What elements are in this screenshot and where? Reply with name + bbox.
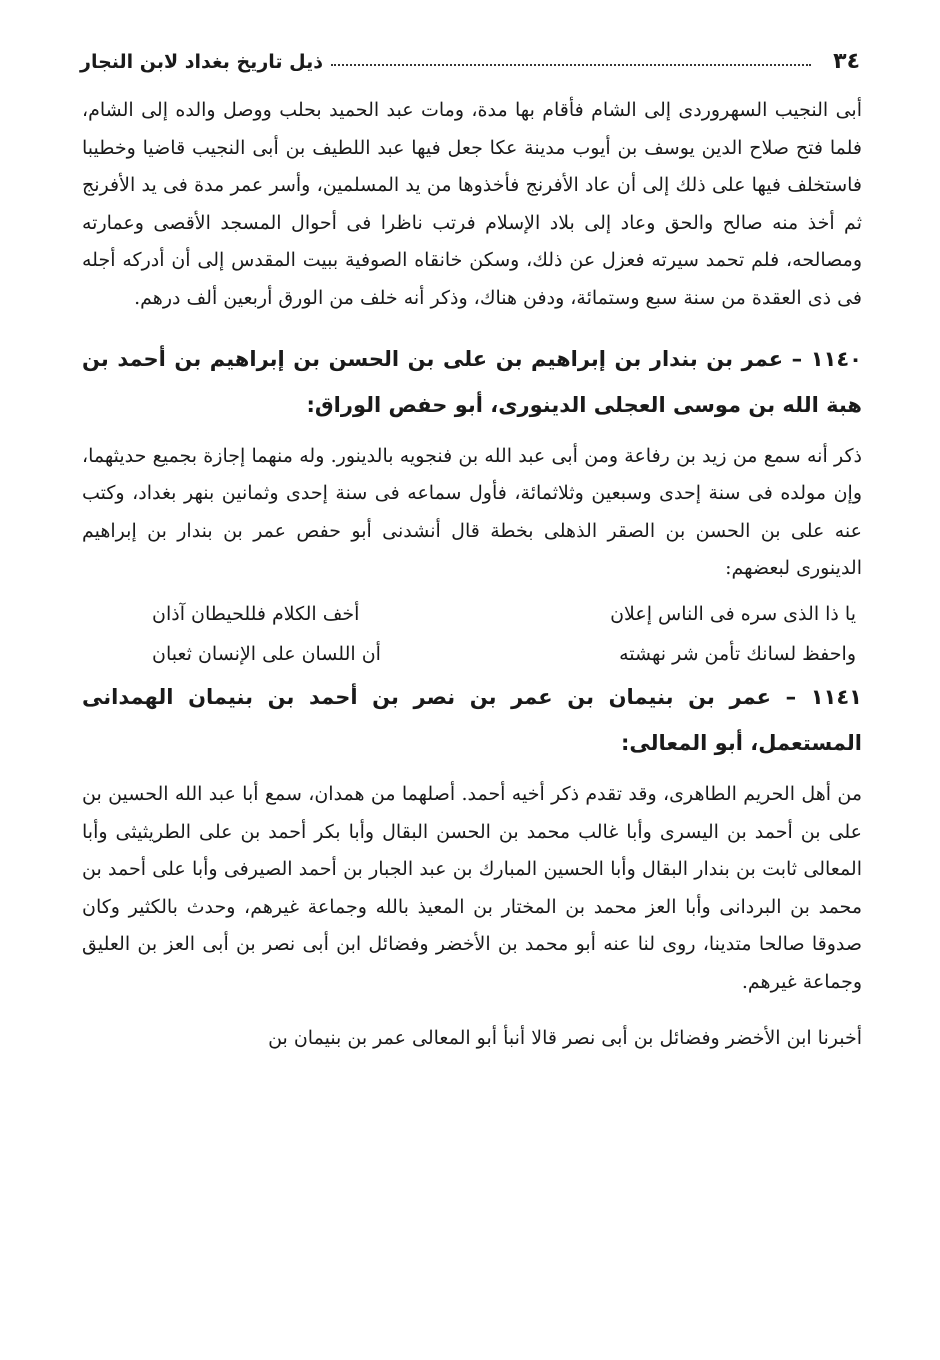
spacer <box>82 428 862 438</box>
poem <box>82 594 862 674</box>
page-body <box>82 92 862 1057</box>
spacer <box>82 766 862 776</box>
spacer <box>82 318 862 336</box>
continued-paragraph: أبى النجيب السهروردى إلى الشام فأقام بها مدة، ومات عبد الحميد بحلب ووصل والده إلى الشام، فلما فتح صلاح الدين يوسف بن أيوب مدينة عكا جعل فيها عبد اللطيف بن أبى النجيب قاضيا وخطيبا فاستخلف فيها على ذلك إلى أن عاد الأفرنج فأخذوها من يد المسلمين، وأسر عمر مدة فى يد الأفرنج ثم أخذ منه صالح والحق وعاد إلى بلاد الإسلام فرتب ناظرا فى أحوال المسجد الأقصى وعمارته ومصالحه، فلم تحمد سيرته فعزل عن ذلك، وسكن خانقاه الصوفية ببيت المقدس إلى أن أدركه أجله فى ذى العقدة من سنة سبع وستمائة، ودفن هناك، وذكر أنه خلف من الورق أربعين ألف درهم. <box>82 99 862 309</box>
page-number: ٣٤ <box>833 49 860 74</box>
entry-heading-1141: ١١٤١ – عمر بن بنيمان بن عمر بن نصر بن أحمد بن بنيمان الهمدانى المستعمل، أبو المعالى: <box>82 684 862 755</box>
poem-verse <box>82 634 862 674</box>
verse-second-hemistich: أن اللسان على الإنسان ثعبان <box>152 642 381 665</box>
entry-body-1141: من أهل الحريم الطاهرى، وقد تقدم ذكر أخيه أحمد. أصلهما من همدان، سمع أبا عبد الله الحسين بن على بن أحمد بن اليسرى وأبا غالب محمد بن الحسن البقال وأبا بكر أحمد بن على الطريثيثى وأبا المعالى ثابت بن بندار البقال وأبا الحسين المبارك بن عبد الجبار بن أحمد الصيرفى وأبا على أحمد بن محمد بن البردانى وأبا العز محمد بن المختار بن المعيذ بالله وجماعة غيرهم، وحدث بالكثير وكان صدوقا صالحا متدينا، روى لنا عنه أبو محمد بن الأخضر وفضائل ابن أبى نصر بن أبى العز بن العليق وجماعة غيرهم. <box>82 782 862 993</box>
running-title: ذيل تاريخ بغداد لابن النجار <box>80 51 323 73</box>
entry-heading-1140: ١١٤٠ – عمر بن بندار بن إبراهيم بن على بن الحسن بن إبراهيم بن أحمد بن هبة الله بن موسى العجلى الدينورى، أبو حفص الوراق: <box>82 346 862 417</box>
poem-verse <box>82 594 862 634</box>
entry-body-1140: ذكر أنه سمع من زيد بن رفاعة ومن أبى عبد الله بن فنجويه بالدينور. وله منهما إجازة بجميع حديثهما، وإن مولده فى سنة إحدى وسبعين وثلاثمائة، فأول سماعه فى سنة إحدى وثمانين بنهر بغداد، وكتب عنه على بن الحسن بن الصقر الذهلى بخطة قال أنشدنى أبو حفص عمر بن بندار بن إبراهيم الدينورى لبعضهم: <box>82 444 862 580</box>
running-header <box>80 42 860 82</box>
spacer <box>82 1002 862 1020</box>
verse-second-hemistich: أخف الكلام فللحيطان آذان <box>152 602 360 625</box>
header-leader-dots <box>331 64 811 66</box>
verse-first-hemistich: واحفظ لسانك تأمن شر نهشته <box>619 642 856 665</box>
verse-first-hemistich: يا ذا الذى سره فى الناس إعلان <box>610 602 856 625</box>
final-paragraph: أخبرنا ابن الأخضر وفضائل بن أبى نصر قالا أنبأ أبو المعالى عمر بن بنيمان بن <box>268 1026 862 1049</box>
